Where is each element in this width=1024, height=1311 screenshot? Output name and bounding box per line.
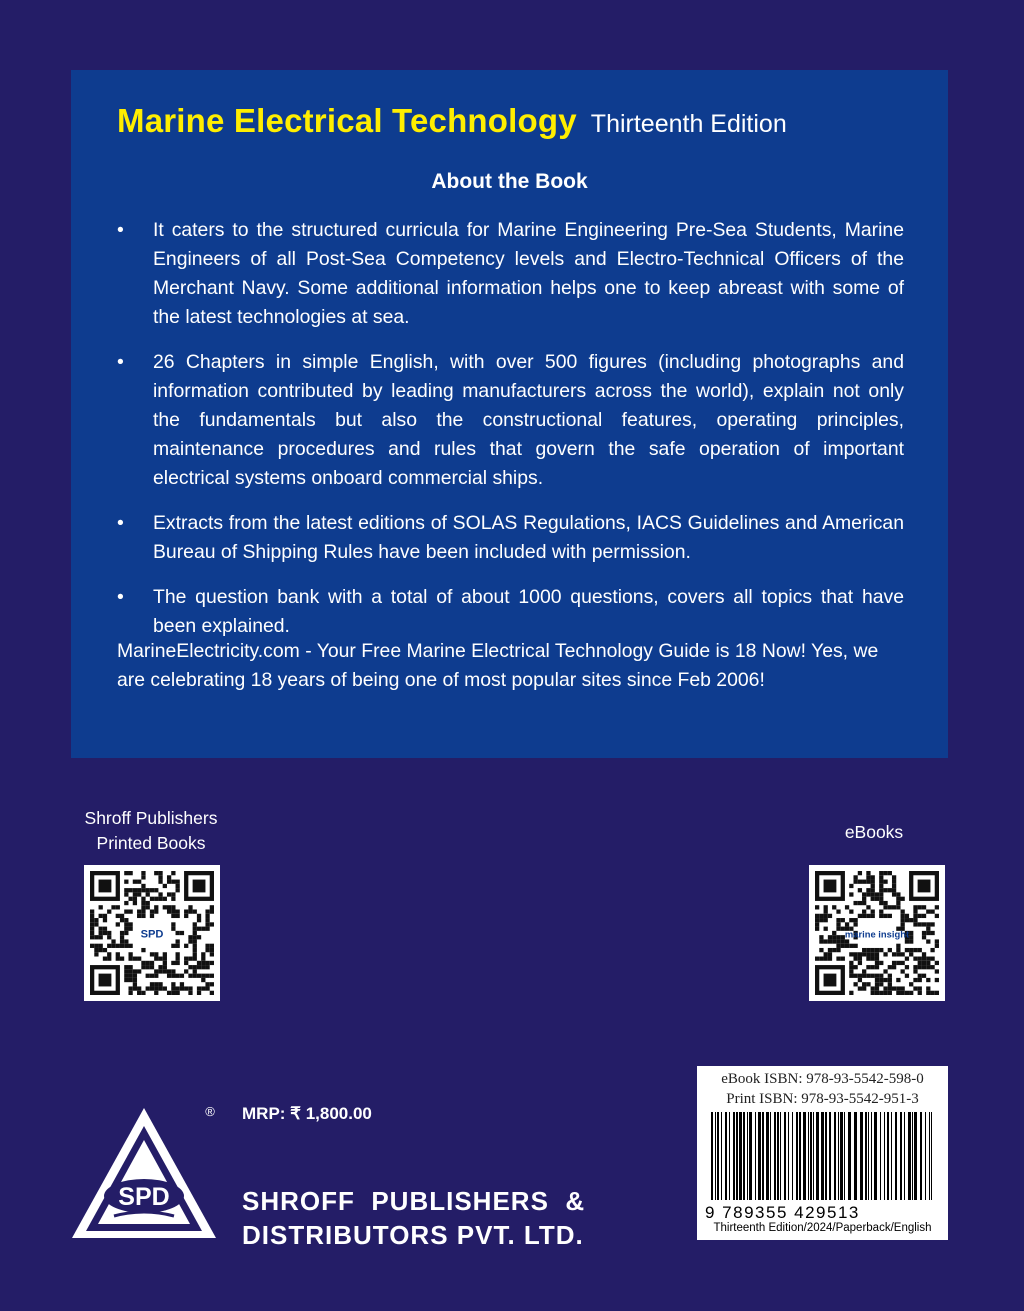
logo-text: SPD bbox=[118, 1183, 170, 1211]
bullet-dot: • bbox=[117, 586, 124, 608]
bullet-text: 26 Chapters in simple English, with over 500 figures (including photographs and information contributed by leading manufacturers across the world), explain not only the fundamentals but also the constructional features, operating principles, maintenance procedures and rules that govern the safe operation of important electrical systems onboard commercial ships. bbox=[153, 351, 904, 489]
title-line bbox=[117, 102, 787, 140]
about-panel bbox=[71, 70, 948, 758]
bullet-dot: • bbox=[117, 219, 124, 241]
ebooks-label: eBooks bbox=[844, 822, 904, 842]
bullet-dot: • bbox=[117, 512, 124, 534]
bullet-item bbox=[117, 509, 904, 567]
publisher-name bbox=[242, 1184, 585, 1252]
book-edition: Thirteenth Edition bbox=[590, 110, 787, 138]
bullet-text: Extracts from the latest editions of SOLAS Regulations, IACS Guidelines and American Bureau of Shipping Rules have been included with permission. bbox=[153, 512, 904, 563]
qr-center-label: SPD bbox=[140, 928, 164, 941]
book-title: Marine Electrical Technology bbox=[117, 102, 577, 139]
website-note: MarineElectricity.com - Your Free Marine Electrical Technology Guide is 18 Now! Yes, we are celebrating 18 years of being one of most popular sites since Feb 2006! bbox=[117, 640, 879, 691]
about-heading: About the Book bbox=[431, 170, 588, 193]
edition-line: Thirteenth Edition/2024/Paperback/English bbox=[713, 1222, 932, 1234]
publisher-name-line1: SHROFF PUBLISHERS & bbox=[242, 1186, 586, 1216]
bullet-list bbox=[117, 216, 904, 657]
bullet-item bbox=[117, 583, 904, 641]
print-isbn: Print ISBN: 978-93-5542-951-3 bbox=[726, 1091, 919, 1107]
qr-code-icon bbox=[90, 871, 214, 995]
ebooks-qr[interactable] bbox=[809, 865, 945, 1001]
isbn-box bbox=[697, 1066, 948, 1240]
ebook-isbn: eBook ISBN: 978-93-5542-598-0 bbox=[721, 1071, 924, 1087]
bullet-item bbox=[117, 216, 904, 332]
qr-center-label: marine insight bbox=[844, 928, 910, 940]
qr-code-icon bbox=[815, 871, 939, 995]
mrp-price: MRP: ₹ 1,800.00 bbox=[242, 1104, 372, 1123]
barcode-digits: 9 789355 429513 bbox=[705, 1203, 860, 1222]
printed-books-qr[interactable] bbox=[84, 865, 220, 1001]
printed-books-label: Shroff Publishers Printed Books bbox=[84, 808, 218, 853]
bullet-dot: • bbox=[117, 351, 124, 373]
bullet-item bbox=[117, 348, 904, 493]
registered-mark: ® bbox=[205, 1104, 215, 1119]
bullet-text: The question bank with a total of about 1000 questions, covers all topics that have been explained. bbox=[153, 586, 904, 637]
barcode-icon bbox=[707, 1112, 938, 1212]
publisher-name-line2: DISTRIBUTORS PVT. LTD. bbox=[242, 1220, 584, 1250]
bullet-text: It caters to the structured curricula for Marine Engineering Pre-Sea Students, Marine Engineers of all Post-Sea Competency levels and Electro-Technical Officers of the Merchant Navy. Some additional information helps one to keep abreast with some of the latest technologies at sea. bbox=[153, 219, 904, 328]
spd-logo bbox=[70, 1104, 218, 1240]
